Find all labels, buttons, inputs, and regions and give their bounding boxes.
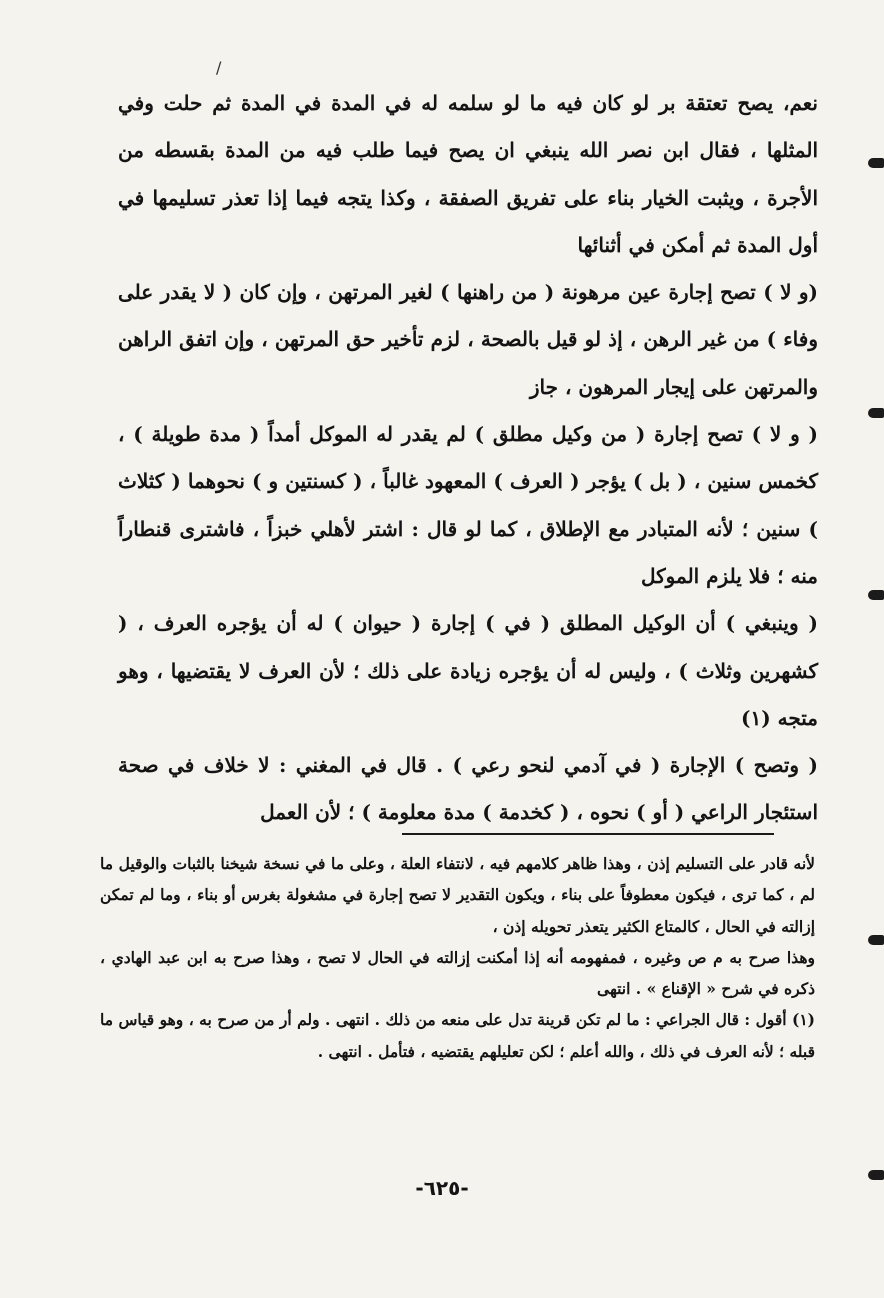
- paragraph-4: ( وينبغي ) أن الوكيل المطلق ( في ) إجارة ( حيوان ) له أن يؤجره العرف ، ( كشهرين وثلاث ) ، وليس له أن يؤجره زيادة على ذلك ؛ لأن العرف لا يقتضيها ، وهو متجه (١): [118, 611, 818, 730]
- paragraph-5: ( وتصح ) الإجارة ( في آدمي لنحو رعي ) . قال في المغني : لا خلاف في صحة استئجار الراعي ( أو ) نحوه ، ( كخدمة ) مدة معلومة ) ؛ لأن العمل: [118, 753, 818, 825]
- margin-mark-1: [868, 158, 884, 168]
- paragraph-2: (و لا ) تصح إجارة عين مرهونة ( من راهنها ) لغير المرتهن ، وإن كان ( لا يقدر على وفاء ) من غير الرهن ، إذ لو قيل بالصحة ، لزم تأخير حق المرتهن ، وإن اتفق الراهن والمرتهن على إيجار المرهون ، جاز: [118, 280, 818, 399]
- footnote-separator: [402, 833, 774, 835]
- paragraph-1: نعم، يصح تعتقة بر لو كان فيه ما لو سلمه له في المدة في المدة ثم حلت وفي المثلها ، فقال ابن نصر الله ينبغي ان يصح فيما طلب فيه من المدة بقسطه من الأجرة ، ويثبت الخيار بناء على تفريق الصفقة ، وكذا يتجه فيما إذا تعذر تسليمها في أول المدة ثم أمكن في أثنائها: [118, 91, 818, 257]
- margin-mark-5: [868, 1170, 884, 1180]
- main-text: [118, 80, 818, 837]
- top-slash-mark: /: [216, 58, 222, 77]
- margin-mark-3: [868, 590, 884, 600]
- footnotes: [100, 848, 815, 1067]
- footnote-3: (١) أقول : قال الجراعي : ما لم تكن قرينة تدل على منعه من ذلك . انتهى . ولم أر من صرح به ، وهو قياس ما قبله ؛ لأنه العرف في ذلك ، والله أعلم ؛ لكن تعليلهم يقتضيه ، فتأمل . انتهى .: [100, 1010, 815, 1061]
- footnote-2: وهذا صرح به م ص وغيره ، فمفهومه أنه إذا أمكنت إزالته في الحال لا تصح ، وهذا صرح به ابن عبد الهادي ، ذكره في شرح « الإقناع » . انتهى: [100, 947, 815, 999]
- margin-mark-4: [868, 935, 884, 945]
- margin-mark-2: [868, 408, 884, 418]
- paragraph-3: ( و لا ) تصح إجارة ( من وكيل مطلق ) لم يقدر له الموكل أمداً ( مدة طويلة ) ، كخمس سنين ، ( بل ) يؤجر ( العرف ) المعهود غالباً ، ( كسنتين و ) نحوهما ( كثلاث ) سنين ؛ لأنه المتبادر مع الإطلاق ، كما لو قال : اشتر لأهلي خبزاً ، فاشترى قنطاراً منه ؛ فلا يلزم الموكل: [118, 422, 818, 588]
- footnote-1: لأنه قادر على التسليم إذن ، وهذا ظاهر كلامهم فيه ، لانتفاء العلة ، وعلى ما في نسخة شيخنا بالثبات والوقيل ما لم ، كما ترى ، فيكون معطوفاً على بناء ، ويكون التقدير لا تصح إجارة في مشغولة بغرس أو بناء ، وما لم تمكن إزالته في الحال ، كالمتاع الكثير يتعذر تحويله إذن ،: [100, 854, 815, 936]
- page-number: -٦٢٥-: [415, 1176, 469, 1200]
